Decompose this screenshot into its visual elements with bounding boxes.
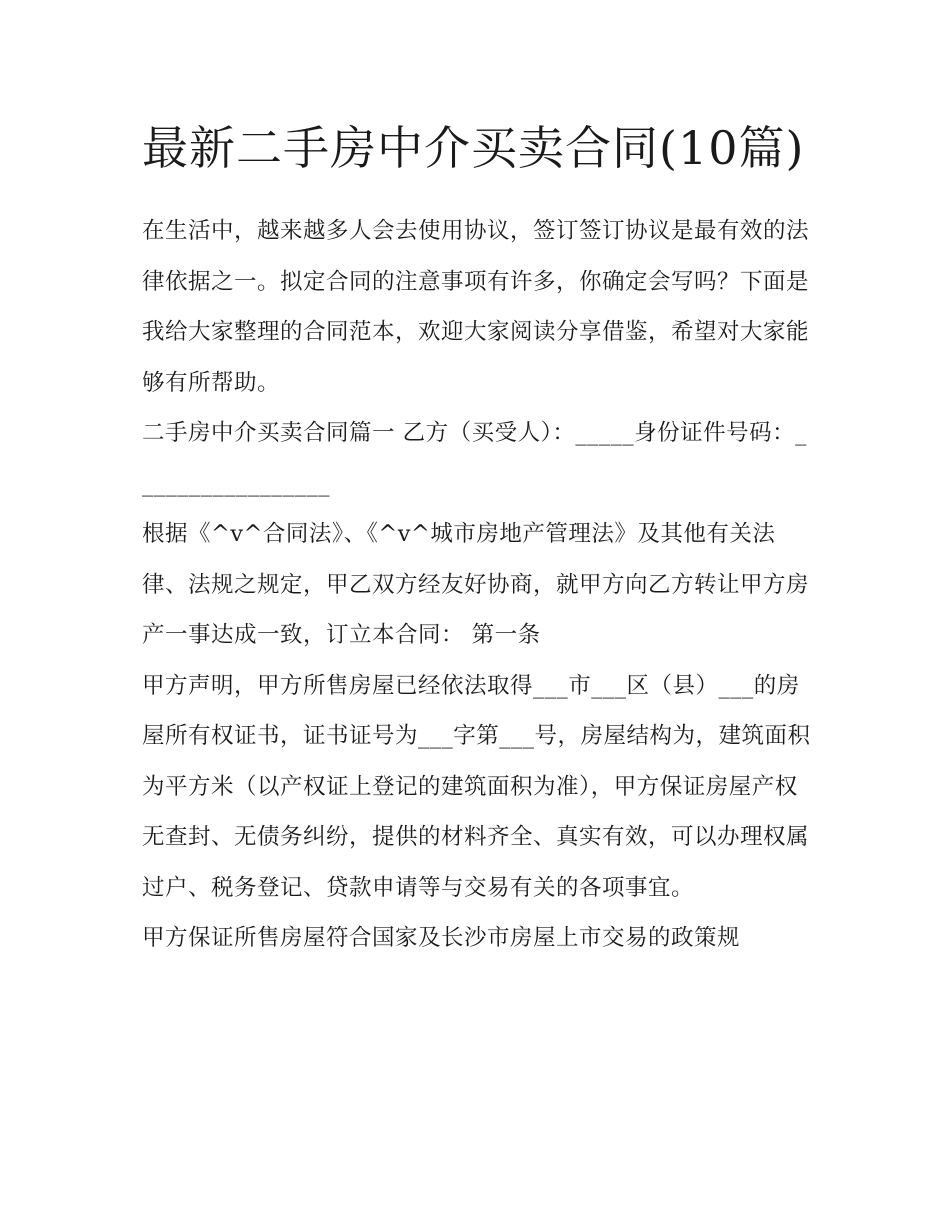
paragraph-intro: 在生活中，越来越多人会去使用协议，签订签订协议是最有效的法律依据之一。拟定合同的注意事项有许多，你确定会写吗？下面是我给大家整理的合同范本，欢迎大家阅读分享借鉴，希望对大家能够有所帮助。: [142, 218, 810, 396]
document-page: [142, 112, 814, 964]
paragraph-contract-header: 二手房中介买卖合同篇一 乙方（买受人）：_____身份证件号码：_________________: [142, 420, 807, 497]
paragraph-legal-basis: 根据《^v^合同法》、《^v^城市房地产管理法》及其他有关法律、法规之规定，甲乙双方经友好协商，就甲方向乙方转让甲方房产一事达成一致，订立本合同： 第一条: [142, 521, 810, 648]
paragraph-seller-guarantee: 甲方保证所售房屋符合国家及长沙市房屋上市交易的政策规: [142, 925, 741, 951]
paragraph-seller-declaration: 甲方声明，甲方所售房屋已经依法取得___市___区（县）___的房屋所有权证书，证书证号为___字第___号，房屋结构为，建筑面积为平方米（以产权证上登记的建筑面积为准），甲方保证房屋产权无查封、无债务纠纷，提供的材料齐全、真实有效，可以办理权属过户、税务登记、贷款申请等与交易有关的各项事宜。: [142, 672, 811, 901]
document-title: 最新二手房中介买卖合同(10篇): [142, 121, 805, 175]
